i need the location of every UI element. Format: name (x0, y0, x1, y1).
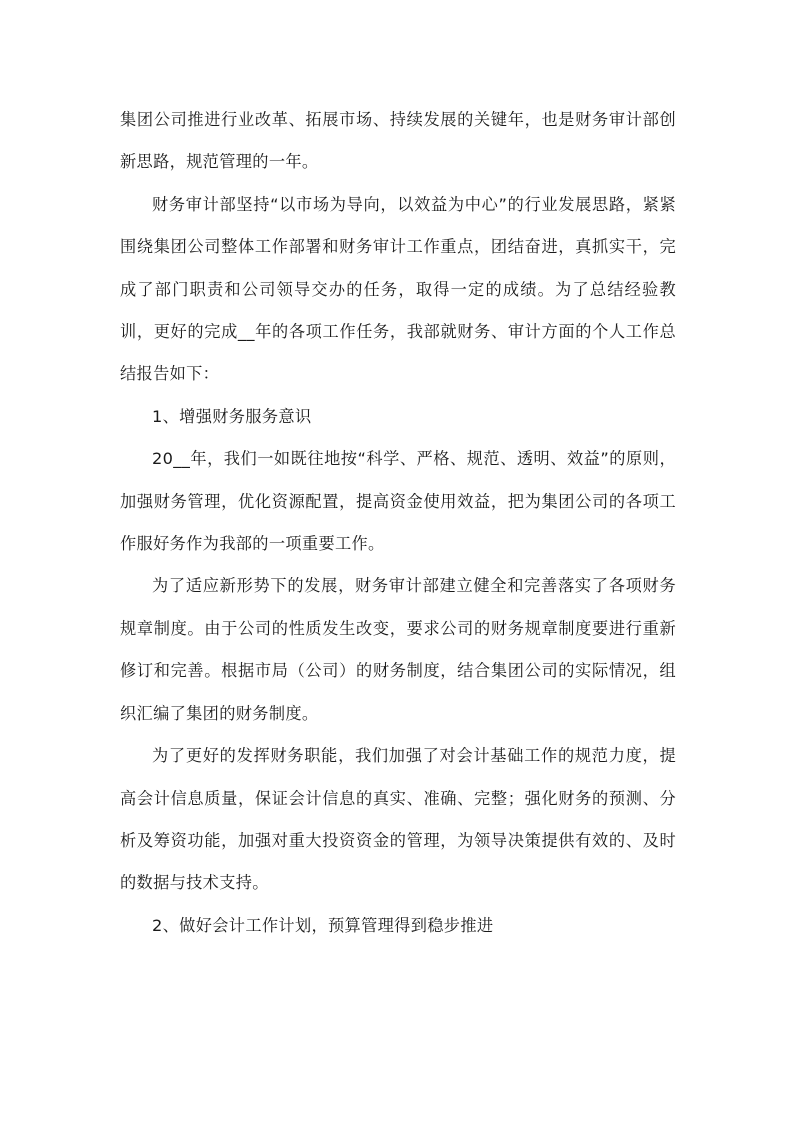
paragraph-accounting: 为了更好的发挥财务职能，我们加强了对会计基础工作的规范力度，提高会计信息质量，保证会计信息的真实、准确、完整；强化财务的预测、分析及筹资功能，加强对重大投资资金的管理，为领导决策提供有效的、及时的数据与技术支持。 (120, 746, 676, 893)
paragraph-regulations: 为了适应新形势下的发展，财务审计部建立健全和完善落实了各项财务规章制度。由于公司的性质发生改变，要求公司的财务规章制度要进行重新修订和完善。根据市局（公司）的财务制度，结合集团公司的实际情况，组织汇编了集团的财务制度。 (120, 576, 676, 723)
paragraph-continuation: 集团公司推进行业改革、拓展市场、持续发展的关键年，也是财务审计部创新思路，规范管理的一年。 (120, 110, 676, 172)
paragraph-principles: 20__年，我们一如既往地按“科学、严格、规范、透明、效益”的原则，加强财务管理，优化资源配置，提高资金使用效益，把为集团公司的各项工作服好务作为我部的一项重要工作。 (120, 449, 676, 554)
section-heading-1: 1、增强财务服务意识 (152, 406, 312, 426)
paragraph-intro: 财务审计部坚持“以市场为导向，以效益为中心”的行业发展思路，紧紧围绕集团公司整体工作部署和财务审计工作重点，团结奋进，真抓实干，完成了部门职责和公司领导交办的任务，取得一定的成绩。为了总结经验教训，更好的完成__年的各项工作任务，我部就财务、审计方面的个人工作总结报告如下： (120, 194, 676, 384)
document-body (120, 99, 676, 947)
section-heading-2: 2、做好会计工作计划，预算管理得到稳步推进 (152, 915, 494, 935)
